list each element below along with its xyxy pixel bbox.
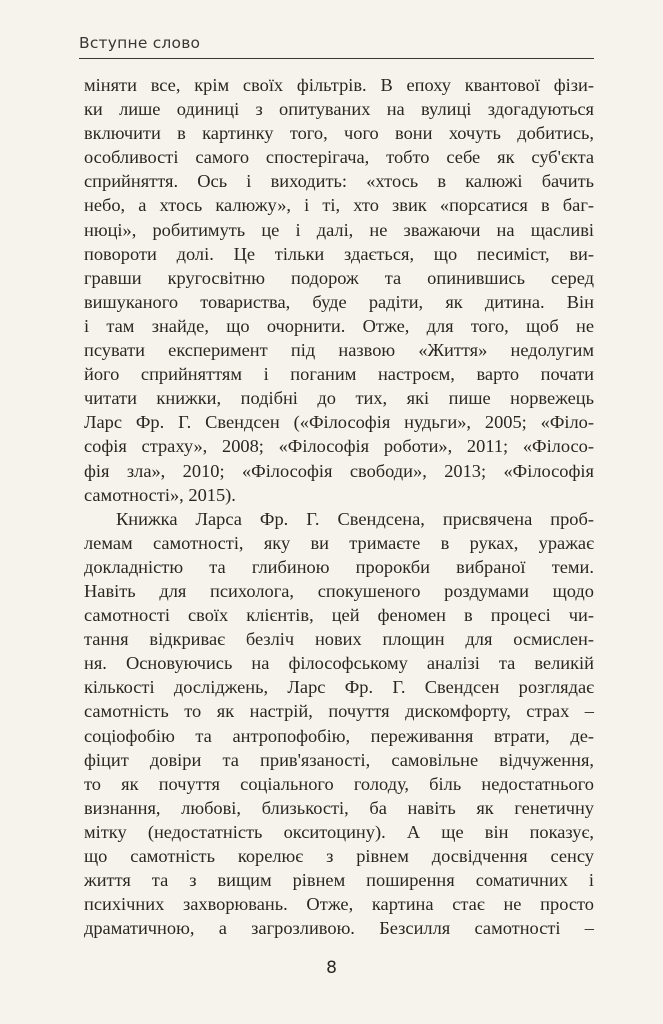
text-line: що самотність корелює з рівнем досвідчення сенсу	[84, 846, 594, 866]
text-line: софія страху», 2008; «Філософія роботи», 2011; «Філосо-	[84, 436, 594, 457]
paragraph-2	[84, 507, 594, 941]
text-line: фія зла», 2010; «Філософія свободи», 2013; «Філософія	[84, 460, 594, 481]
text-line: повороти долі. Це тільки здається, що песиміст, ви-	[84, 243, 594, 264]
text-line: самотність то як настрій, почуття дискомфорту, страх –	[84, 701, 594, 722]
body-text	[84, 73, 594, 940]
text-line: лемам самотності, яку ви тримаєте в руках, уражає	[84, 532, 594, 553]
text-line: псувати експеримент під назвою «Життя» недолугим	[84, 340, 594, 361]
text-line: самотності своїх клієнтів, цей феномен в процесі чи-	[84, 605, 594, 626]
header-rule	[79, 58, 594, 59]
text-line: вишуканого товариства, буде радіти, як дитина. Він	[84, 291, 594, 312]
text-line: Ларс Фр. Г. Свендсен («Філософія нудьги», 2005; «Філо-	[84, 412, 594, 433]
text-line: то як почуття соціального голоду, біль недостатнього	[84, 773, 594, 794]
text-line: фіцит довіри та прив'язаності, самовільне відчуження,	[84, 749, 594, 770]
text-line: ня. Основуючись на філософському аналізі та великій	[84, 653, 594, 674]
text-line: тання відкриває безліч нових площин для осмислен-	[84, 629, 594, 650]
text-line: Навіть для психолога, спокушеного роздумами щодо	[84, 580, 594, 601]
text-line: гравши кругосвітню подорож та опинившись серед	[84, 267, 594, 288]
text-line: особливості самого спостерігача, тобто себе як суб'єкта	[84, 147, 594, 168]
text-line: мітку (недостатність окситоцину). А ще він показує,	[84, 821, 594, 842]
page-number: 8	[326, 958, 337, 978]
text-line: нюці», робитимуть це і далі, не зважаючи на щасливі	[84, 219, 594, 240]
text-line: психічних захворювань. Отже, картина стає не просто	[84, 894, 594, 915]
text-line: його сприйняттям і поганим настроєм, варто почати	[84, 364, 594, 385]
text-line: драматичною, а загрозливою. Безсилля самотності –	[84, 918, 594, 939]
text-line: соціофобію та антропофобію, переживання втрати, де-	[84, 725, 594, 746]
paragraph-1	[84, 73, 594, 507]
running-head: Вступне слово	[79, 34, 201, 52]
text-line: життя та з вищим рівнем поширення соматичних і	[84, 870, 594, 891]
text-line: читати книжки, подібні до тих, які пише норвежець	[84, 388, 594, 409]
text-line: небо, а хтось калюжу», і ті, хто звик «порсатися в баг-	[84, 195, 594, 216]
text-line: визнання, любові, близькості, ба навіть як генетичну	[84, 797, 594, 818]
text-line: ки лише одиниці з опитуваних на вулиці здогадуються	[84, 99, 594, 120]
text-line: Книжка Ларса Фр. Г. Свендсена, присвячена проб-	[116, 508, 594, 529]
text-line: докладністю та глибиною пророкби вибраної теми.	[84, 556, 594, 577]
text-line: включити в картинку того, чого вони хочуть добитись,	[84, 123, 594, 144]
text-line: самотності», 2015).	[84, 484, 236, 505]
text-line: кількості досліджень, Ларс Фр. Г. Свендсен розглядає	[84, 677, 594, 698]
text-line: сприйняття. Ось і виходить: «хтось в калюжі бачить	[84, 171, 594, 192]
text-line: міняти все, крім своїх фільтрів. В епоху квантової фізи-	[84, 75, 594, 95]
text-line: і там знайде, що очорнити. Отже, для того, щоб не	[84, 315, 594, 336]
